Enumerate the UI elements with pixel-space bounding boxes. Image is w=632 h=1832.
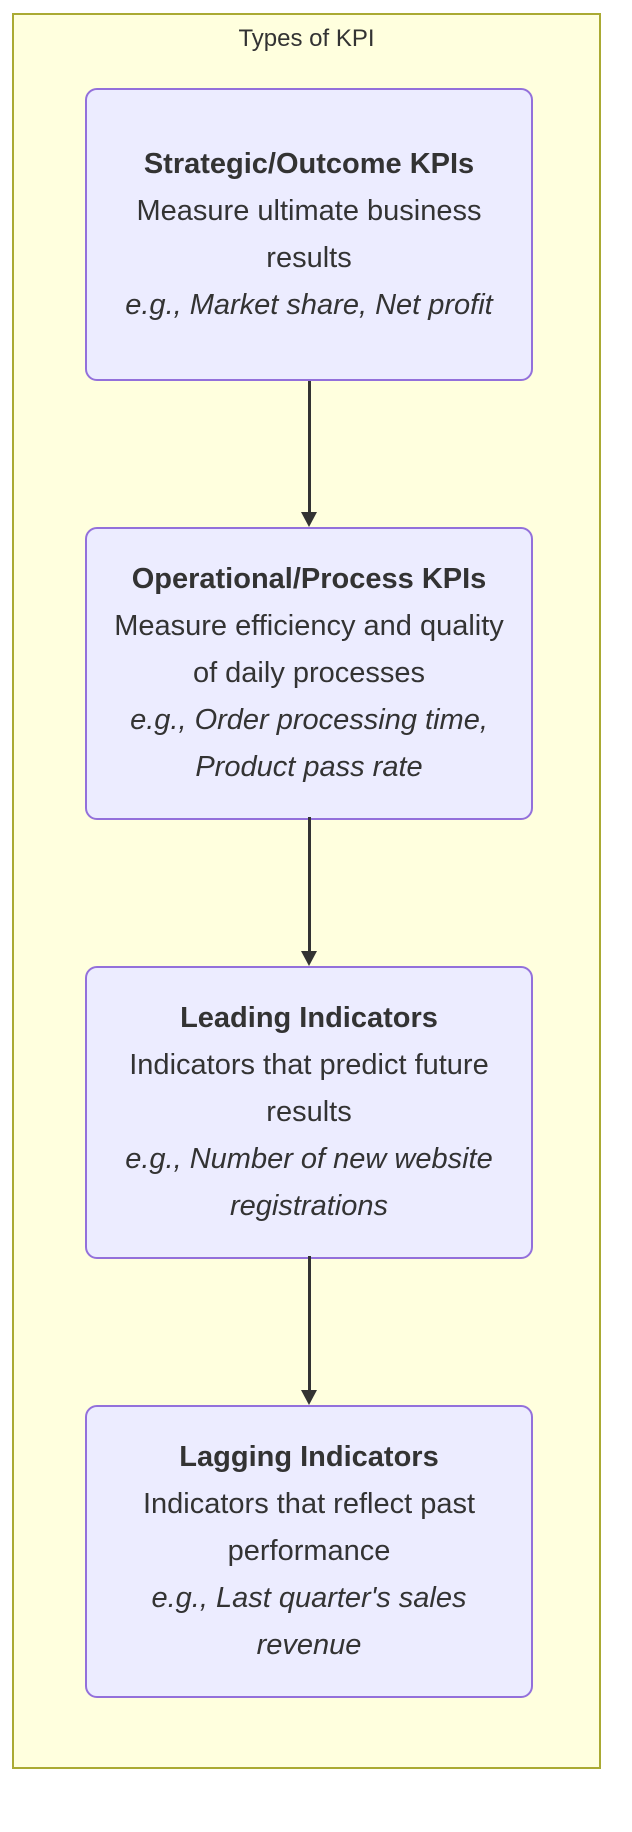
arrow-line: [308, 817, 311, 951]
arrow-line: [308, 381, 311, 512]
diagram-title: Types of KPI: [238, 25, 375, 52]
arrow-head-icon: [301, 951, 317, 966]
node-leading-indicators: [85, 966, 533, 1259]
arrow-operational-to-leading: [301, 817, 317, 966]
arrow-strategic-to-operational: [301, 381, 317, 527]
node-description: Indicators that reflect past performance: [142, 1488, 476, 1567]
node-operational-process-kpis: [85, 527, 533, 820]
arrow-line: [308, 1256, 311, 1390]
arrow-leading-to-lagging: [301, 1256, 317, 1405]
arrow-head-icon: [301, 512, 317, 527]
node-example: e.g., Last quarter's sales revenue: [151, 1582, 467, 1661]
node-lagging-indicators: [85, 1405, 533, 1698]
node-title: Operational/Process KPIs: [131, 563, 487, 595]
arrow-head-icon: [301, 1390, 317, 1405]
node-title: Strategic/Outcome KPIs: [143, 147, 475, 180]
node-example: e.g., Order processing time, Product pass rate: [130, 704, 488, 783]
node-description: Measure efficiency and quality of daily processes: [114, 610, 504, 689]
node-example: e.g., Market share, Net profit: [125, 288, 493, 321]
node-strategic-outcome-kpis: [85, 88, 533, 381]
node-description: Measure ultimate business results: [136, 194, 482, 274]
node-title: Lagging Indicators: [179, 1441, 439, 1473]
node-title: Leading Indicators: [180, 1002, 438, 1034]
node-description: Indicators that predict future results: [129, 1049, 489, 1128]
node-example: e.g., Number of new website registrations: [125, 1143, 493, 1222]
kpi-types-subgraph: [12, 13, 601, 1769]
